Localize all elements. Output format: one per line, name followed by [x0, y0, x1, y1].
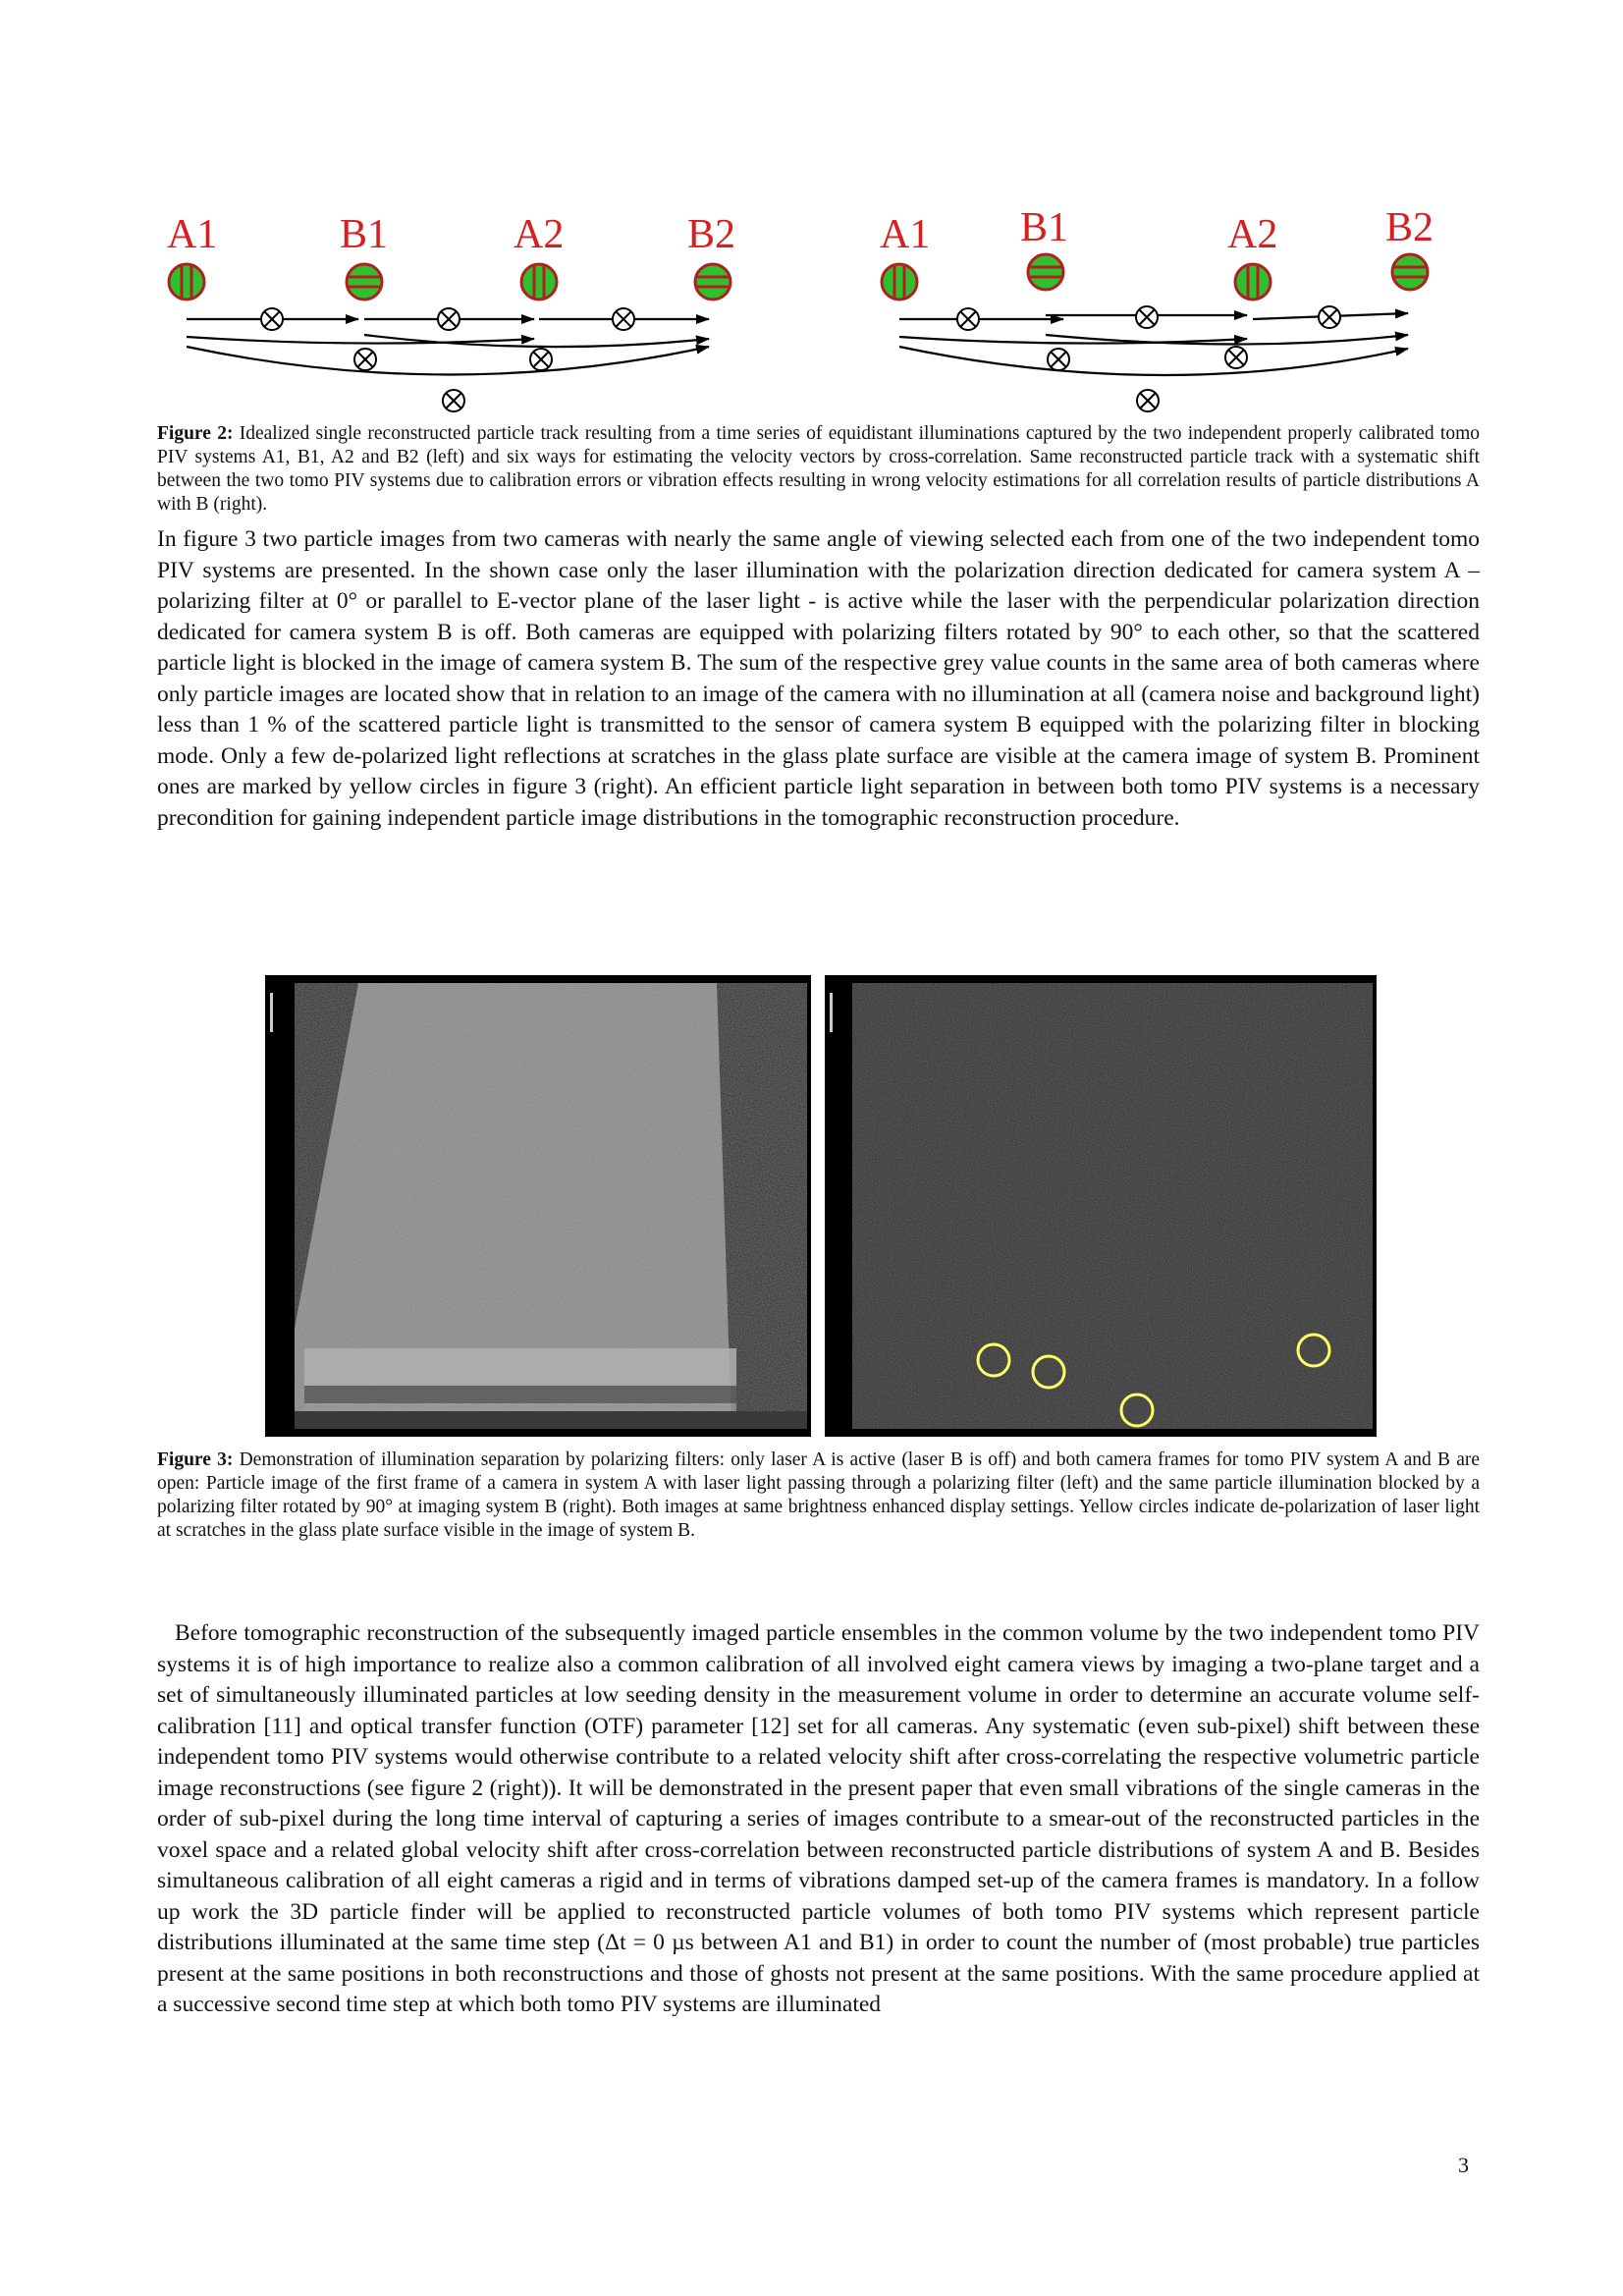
- figure-2-caption: [157, 422, 1480, 517]
- particle-b2-right: [1392, 254, 1428, 290]
- particle-a1-right: [882, 264, 917, 300]
- figure-2-diagram: [157, 201, 1473, 427]
- particle-b2-left: [695, 264, 730, 300]
- label-a1-left: A1: [167, 212, 218, 257]
- figure-3-caption: [157, 1449, 1480, 1543]
- figure-3-caption-text: Demonstration of illumination separation by polarizing filters: only laser A is active (laser B is off) and both camera frames for tomo PIV system A and B are open: Particle image of the first frame of a camera in system A with laser light passing through a polarizing filter (left) and the same particle illumination blocked by a polarizing filter rotated by 90° at imaging system B (right). Both images at same brightness enhanced display settings. Yellow circles indicate de-polarization of laser light at scratches in the glass plate surface visible in the image of system B.: [157, 1449, 1480, 1541]
- cross-markers-right: [957, 306, 1340, 411]
- label-a2-right: A2: [1227, 212, 1278, 257]
- particle-a2-right: [1235, 264, 1271, 300]
- figure-2-caption-text: Idealized single reconstructed particle track resulting from a time series of equidistant illuminations captured by the two independent properly calibrated tomo PIV systems A1, B1, A2 and B2 (left) and six ways for estimating the velocity vectors by cross-correlation. Same reconstructed particle track with a systematic shift between the two tomo PIV systems due to calibration errors or vibration effects resulting in wrong velocity estimations for all correlation results of particle distributions A with B (right).: [157, 423, 1480, 515]
- label-b2-left: B2: [687, 212, 736, 257]
- page-number: 3: [1458, 2153, 1469, 2177]
- figure-3-images: [265, 975, 1377, 1437]
- label-b1-left: B1: [340, 212, 389, 257]
- label-b1-right: B1: [1020, 205, 1069, 250]
- body-paragraph-1: In figure 3 two particle images from two cameras with nearly the same angle of viewing selected each from one of the two independent tomo PIV systems are presented. In the shown case only the laser illumination with the polarization direction dedicated for camera system A – polarizing filter at 0° or parallel to E-vector plane of the laser light - is active while the laser with the perpendicular polarization direction dedicated for camera system B is off. Both cameras are equipped with polarizing filters rotated by 90° to each other, so that the scattered particle light is blocked in the image of camera system B. The sum of the respective grey value counts in the same area of both cameras where only particle images are located show that in relation to an image of the camera with no illumination at all (camera noise and background light) less than 1 % of the scattered particle light is transmitted to the sensor of camera system B equipped with the polarizing filter in blocking mode. Only a few de-polarized light reflections at scratches in the glass plate surface are visible at the camera image of system B. Prominent ones are marked by yellow circles in figure 3 (right). An efficient particle light separation in between both tomo PIV systems is a necessary precondition for gaining independent particle image distributions in the tomographic reconstruction procedure.: [157, 526, 1480, 831]
- particle-b1-right: [1028, 254, 1063, 290]
- label-b2-right: B2: [1385, 205, 1434, 250]
- particle-a1-left: [169, 264, 204, 300]
- cross-markers-left: [261, 308, 634, 411]
- particle-a2-left: [521, 264, 557, 300]
- label-a2-left: A2: [514, 212, 565, 257]
- camera-image-system-a: [265, 975, 811, 1437]
- figure-2-left-panel: [167, 212, 735, 411]
- label-a1-right: A1: [880, 212, 931, 257]
- body-paragraph-2: Before tomographic reconstruction of the subsequently imaged particle ensembles in the common volume by the two independent tomo PIV systems it is of high importance to realize also a common calibration of all involved eight camera views by imaging a two-plane target and a set of simultaneously illuminated particles at low seeding density in the measurement volume in order to determine an accurate volume self-calibration [11] and optical transfer function (OTF) parameter [12] set for all cameras. Any systematic (even sub-pixel) shift between these independent tomo PIV systems would otherwise contribute to a related velocity shift after cross-correlating the respective volumetric particle image reconstructions (see figure 2 (right)). It will be demonstrated in the present paper that even small vibrations of the single cameras in the order of sub-pixel during the long time interval of capturing a series of images contribute to a smear-out of the reconstructed particles in the voxel space and a related global velocity shift after cross-correlation between reconstructed particle distributions of system A and B. Besides simultaneous calibration of all eight cameras a rigid and in terms of vibrations damped set-up of the camera frames is mandatory. In a follow up work the 3D particle finder will be applied to reconstructed particle volumes of both tomo PIV systems which represent particle distributions illuminated at the same time step (Δt = 0 µs between A1 and B1) in order to count the number of (most probable) true particles present at the same positions in both reconstructions and those of ghosts not present at the same positions. With the same procedure applied at a successive second time step at which both tomo PIV systems are illuminated: [157, 1620, 1480, 2017]
- figure-2-right-panel: [880, 205, 1434, 411]
- particle-b1-left: [347, 264, 382, 300]
- camera-image-system-b: [825, 975, 1377, 1437]
- figure-2-caption-label: Figure 2:: [157, 423, 234, 444]
- figure-3-caption-label: Figure 3:: [157, 1449, 234, 1470]
